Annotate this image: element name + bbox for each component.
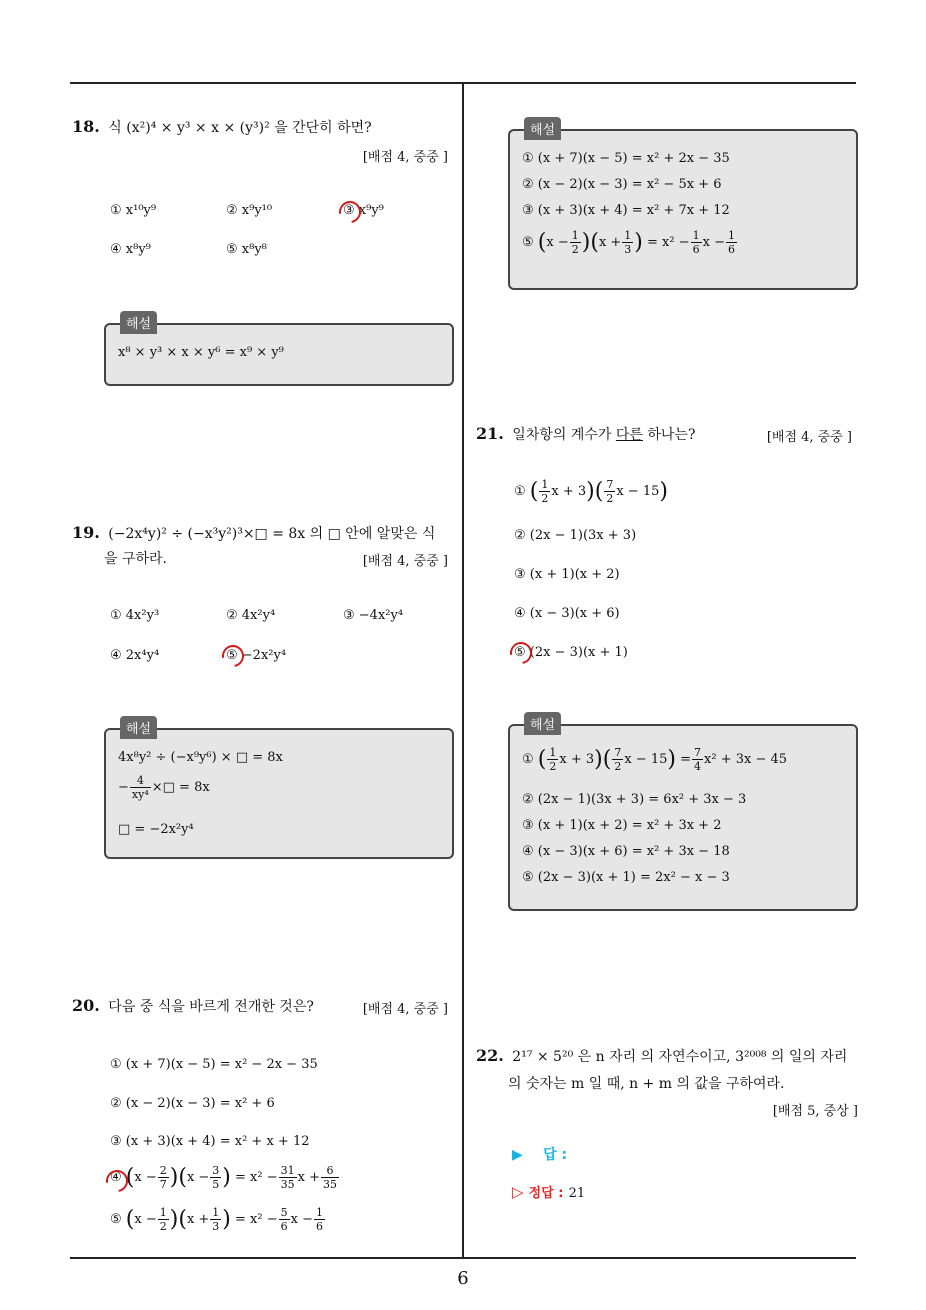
solution-tag: 해설 — [120, 311, 157, 334]
selected-answer-circle-icon — [218, 641, 249, 672]
q19-option-1[interactable]: ① 4x²y³ — [110, 608, 160, 623]
play-arrow-icon: ▶ — [512, 1147, 523, 1163]
q19-option-2[interactable]: ② 4x²y⁴ — [226, 608, 276, 623]
q19-solution-box — [104, 722, 454, 859]
q20-option-1[interactable]: ① (x + 7)(x − 5) = x² − 2x − 35 — [110, 1057, 318, 1072]
q19-option-5[interactable]: ⑤ −2x²y⁴ — [226, 648, 287, 663]
question-text: 식 (x²)⁴ × y³ × x × (y³)² 을 간단히 하면? — [108, 120, 372, 136]
solution-tag: 해설 — [524, 712, 561, 735]
q21-option-4[interactable]: ④ (x − 3)(x + 6) — [514, 606, 620, 621]
column-divider — [462, 84, 464, 1258]
bottom-rule — [70, 1257, 856, 1259]
q21-option-5[interactable]: ⑤ (2x − 3)(x + 1) — [514, 645, 628, 660]
question-21-score: [배점 4, 중중 ] — [766, 430, 852, 445]
q21-option-1[interactable]: ① ( $\frac{1}{2}$ x + 3)( $\frac{7}{2}$ x − 15) — [514, 478, 668, 505]
q18-solution-box — [104, 317, 454, 386]
question-number: 21. — [476, 424, 504, 443]
question-number: 18. — [72, 117, 100, 136]
q21-option-3[interactable]: ③ (x + 1)(x + 2) — [514, 567, 620, 582]
solution-tag: 해설 — [524, 117, 561, 140]
question-20 — [72, 993, 314, 1020]
page-number: 6 — [457, 1268, 469, 1289]
correct-answer-value: 21 — [568, 1186, 586, 1201]
solution-line-1: ① (x + 7)(x − 5) = x² + 2x − 35 — [522, 151, 730, 166]
solution-line-1: 4x⁸y² ÷ (−x⁹y⁶) × □ = 8x — [118, 750, 283, 765]
fraction: $\frac{4}{\text{xy⁴}}$ — [131, 774, 149, 801]
solution-tag: 해설 — [120, 716, 157, 739]
q18-option-1[interactable]: ① x¹⁰y⁹ — [110, 203, 157, 218]
q19-option-4[interactable]: ④ 2x⁴y⁴ — [110, 648, 160, 663]
selected-answer-circle-icon — [506, 638, 537, 669]
q18-option-3[interactable]: ③ x⁹y⁹ — [343, 203, 384, 218]
solution-line-2: − $\frac{4}{\text{xy⁴}}$ ×□ = 8x — [118, 774, 210, 801]
solution-line-1: ① ( $\frac{1}{2}$ x + 3)( $\frac{7}{2}$ x − 15) = $\frac{7}{4}$ x² + 3x − 45 — [522, 746, 788, 773]
q20-option-5[interactable]: ⑤ (x − $\frac{1}{2}$ )(x + $\frac{1}{3}$ ) = x² − $\frac{5}{6}$ x − $\frac{1}{6}$ — [110, 1206, 323, 1233]
underlined-word: 다른 — [615, 427, 643, 443]
solution-line-3: □ = −2x²y⁴ — [118, 822, 194, 837]
answer-field[interactable] — [512, 1144, 567, 1164]
q20-option-4[interactable]: ④ (x − $\frac{2}{7}$ )(x − $\frac{3}{5}$ ) = x² − $\frac{31}{35}$ x + $\frac{6}{35}$ — [110, 1164, 337, 1191]
solution-line-3: ③ (x + 1)(x + 2) = x² + 3x + 2 — [522, 818, 722, 833]
question-text-line1: 2¹⁷ × 5²⁰ 은 n 자리 의 자연수이고, 3²⁰⁰⁸ 의 일의 자리 — [512, 1049, 848, 1065]
q21-solution-box — [508, 718, 858, 911]
solution-line-2: ② (x − 2)(x − 3) = x² − 5x + 6 — [522, 177, 722, 192]
question-18 — [72, 114, 372, 141]
outline-arrow-icon: ▷ — [512, 1183, 524, 1201]
solution-line-2: ② (2x − 1)(3x + 3) = 6x² + 3x − 3 — [522, 792, 747, 807]
solution-line-4: ④ (x − 3)(x + 6) = x² + 3x − 18 — [522, 844, 730, 859]
question-number: 19. — [72, 523, 100, 542]
q20-option-2[interactable]: ② (x − 2)(x − 3) = x² + 6 — [110, 1096, 275, 1111]
question-text-line1: (−2x⁴y)² ÷ (−x³y²)³×□ = 8x 의 □ 안에 알맞은 식 — [108, 526, 436, 542]
question-19-score: [배점 4, 중중 ] — [362, 554, 448, 569]
question-number: 20. — [72, 996, 100, 1015]
correct-answer — [512, 1182, 585, 1201]
q21-option-2[interactable]: ② (2x − 1)(3x + 3) — [514, 528, 637, 543]
question-20-score: [배점 4, 중중 ] — [362, 1002, 448, 1017]
q19-option-3[interactable]: ③ −4x²y⁴ — [343, 608, 404, 623]
question-22 — [476, 1043, 847, 1070]
q18-option-2[interactable]: ② x⁹y¹⁰ — [226, 203, 273, 218]
question-text: 다음 중 식을 바르게 전개한 것은? — [108, 999, 314, 1015]
q20-solution-box — [508, 123, 858, 290]
q18-option-5[interactable]: ⑤ x⁸y⁸ — [226, 242, 267, 257]
answer-label: 답 : — [543, 1147, 568, 1163]
question-21: 21. 일차항의 계수가 다른 하나는? — [476, 424, 696, 443]
question-19 — [72, 520, 435, 547]
q20-option-3[interactable]: ③ (x + 3)(x + 4) = x² + x + 12 — [110, 1134, 310, 1149]
solution-line-5: ⑤ (x − $\frac{1}{2}$ )(x + $\frac{1}{3}$ ) = x² − $\frac{1}{6}$ x − $\frac{1}{6}$ — [522, 229, 735, 256]
question-number: 22. — [476, 1046, 504, 1065]
solution-line: x⁸ × y³ × x × y⁶ = x⁹ × y⁹ — [118, 345, 284, 360]
question-19-line2: 을 구하라. — [104, 551, 167, 567]
solution-line-5: ⑤ (2x − 3)(x + 1) = 2x² − x − 3 — [522, 870, 730, 885]
selected-answer-circle-icon — [335, 197, 366, 228]
q18-option-4[interactable]: ④ x⁸y⁹ — [110, 242, 151, 257]
question-22-score: [배점 5, 중상 ] — [772, 1104, 858, 1119]
question-22-line2: 의 숫자는 m 일 때, n + m 의 값을 구하여라. — [508, 1076, 785, 1092]
question-18-score: [배점 4, 중중 ] — [362, 150, 448, 165]
correct-answer-label: 정답 : — [528, 1186, 564, 1201]
solution-line-3: ③ (x + 3)(x + 4) = x² + 7x + 12 — [522, 203, 730, 218]
